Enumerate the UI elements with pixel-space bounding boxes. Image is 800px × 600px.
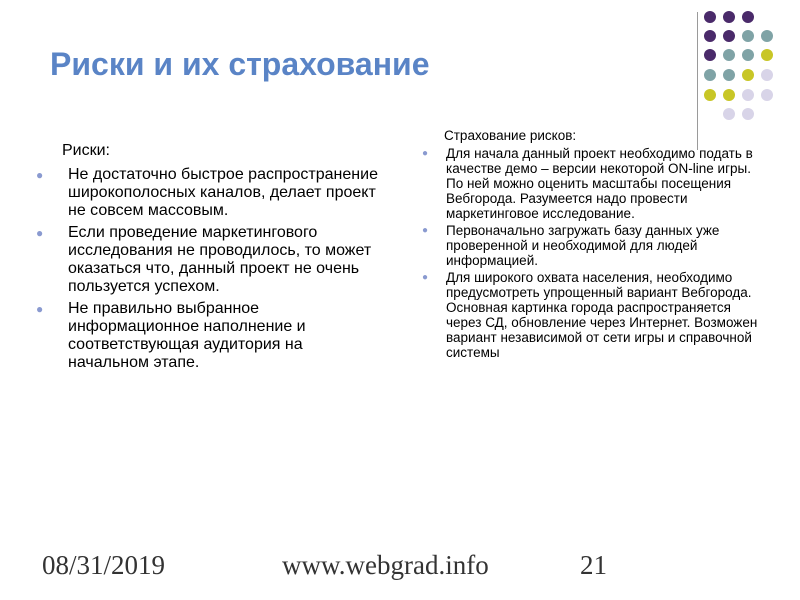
decorative-dot xyxy=(742,89,754,101)
decorative-dot xyxy=(704,30,716,42)
risks-heading: Риски: xyxy=(62,142,110,159)
insurance-text: Для начала данный проект необходимо подать в качестве демо – версии некоторой ON-line игры. По ней можно оценить масштабы посещения Вебгорода. Разумеется надо провести маркетинговое исследование. xyxy=(446,146,753,221)
decorative-dot xyxy=(742,30,754,42)
bullet-icon: ● xyxy=(422,272,429,283)
bullet-icon: ● xyxy=(36,226,44,240)
bullet-icon: ● xyxy=(36,168,44,182)
insurance-column xyxy=(420,128,760,362)
risk-text: Не правильно выбранное информационное наполнение и соответствующая аудитория на начальном этапе. xyxy=(68,300,306,371)
insurance-list xyxy=(420,146,760,360)
decorative-dot xyxy=(761,49,773,61)
list-item xyxy=(36,224,381,296)
insurance-heading: Страхование рисков: xyxy=(444,128,577,143)
bullet-icon: ● xyxy=(36,302,44,316)
insurance-text: Для широкого охвата населения, необходимо предусмотреть упрощенный вариант Вебгорода. Основная картинка города распространяется через СД, обновление через Интернет. Возможен вариант независимой от сети игры и справочной системы xyxy=(446,270,758,360)
decorative-dot xyxy=(723,11,735,23)
list-item xyxy=(36,300,381,372)
decorative-dot xyxy=(742,69,754,81)
list-item xyxy=(420,270,760,360)
decorative-dot xyxy=(742,49,754,61)
risk-text: Не достаточно быстрое распространение широкополосных каналов, делает проект не совсем массовым. xyxy=(68,166,378,219)
list-item xyxy=(420,223,760,268)
risks-column xyxy=(36,142,381,376)
decorative-dot xyxy=(761,30,773,42)
decorative-dot xyxy=(704,49,716,61)
decorative-dot xyxy=(723,108,735,120)
slide-title: Риски и их страхование xyxy=(50,46,430,82)
decorative-dot xyxy=(761,69,773,81)
decorative-dot xyxy=(723,49,735,61)
list-item xyxy=(36,166,381,220)
footer-page-number: 21 xyxy=(580,550,607,580)
risk-text: Если проведение маркетингового исследования не проводилось, то может оказаться что, данный проект не очень пользуется успехом. xyxy=(68,224,372,295)
insurance-text: Первоначально загружать базу данных уже проверенной и необходимой для людей информацией. xyxy=(446,223,720,268)
decorative-dot xyxy=(723,69,735,81)
decorative-dot xyxy=(742,108,754,120)
list-item xyxy=(420,146,760,221)
decorative-dot xyxy=(761,89,773,101)
decorative-dot xyxy=(704,11,716,23)
decorative-dot xyxy=(704,69,716,81)
risks-list xyxy=(36,166,381,372)
decorative-dot xyxy=(742,11,754,23)
bullet-icon: ● xyxy=(422,148,429,159)
footer-date: 08/31/2019 xyxy=(42,550,166,580)
bullet-icon: ● xyxy=(422,225,429,236)
decorative-dot xyxy=(723,30,735,42)
footer-url: www.webgrad.info xyxy=(282,550,489,580)
decorative-dot xyxy=(723,89,735,101)
decorative-dot xyxy=(704,89,716,101)
